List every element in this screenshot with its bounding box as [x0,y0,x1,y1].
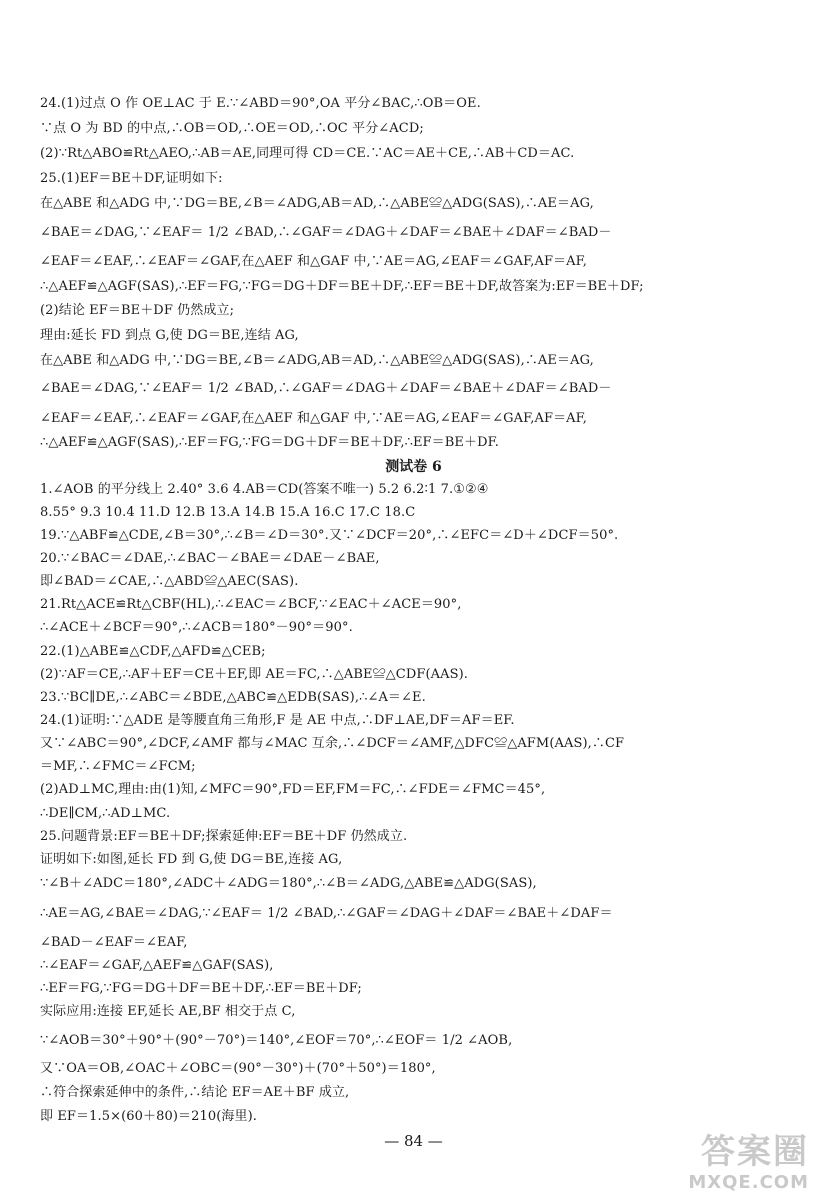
text-line: ∵点 O 为 BD 的中点,∴OB＝OD,∴OE＝OD,∴OC 平分∠ACD; [40,121,424,136]
text-line: ∠BAD－∠EAF＝∠EAF, [40,935,188,950]
text-line: 又∵∠ABC＝90°,∠DCF,∠AMF 都与∠MAC 互余,∴∠DCF＝∠AMF,△DFC≌△AFM(AAS),∴CF [40,736,625,751]
text-line: ∵∠AOB＝30°＋90°＋(90°－70°)＝140°,∠EOF＝70°,∴∠EOF＝ 1/2 ∠AOB, [40,1033,513,1048]
text-line: ＝MF,∴∠FMC＝∠FCM; [40,759,196,774]
text-line: (2)∵Rt△ABO≌Rt△AEO,∴AB＝AE,同理可得 CD＝CE.∵AC＝AE＋CE,∴AB＋CD＝AC. [40,146,575,161]
page-number: — 84 — [384,1132,443,1150]
text-line: (2)结论 EF＝BE＋DF 仍然成立; [40,303,235,318]
text-line: 22.(1)△ABE≌△CDF,△AFD≌△CEB; [40,644,266,659]
text-line: ∠BAE＝∠DAG,∵∠EAF＝ 1/2 ∠BAD,∴∠GAF＝∠DAG＋∠DAF＝∠BAE＋∠DAF＝∠BAD－ [40,225,612,240]
text-line: ∠EAF＝∠EAF,∴∠EAF＝∠GAF,在△AEF 和△GAF 中,∵AE＝AG,∠EAF＝∠GAF,AF＝AF, [40,254,587,269]
text-line: 即∠BAD＝∠CAE,∴△ABD≌△AEC(SAS). [40,574,299,589]
text-line: 又∵OA＝OB,∠OAC＋∠OBC＝(90°－30°)＋(70°＋50°)＝180°, [40,1061,436,1076]
text-line: 1.∠AOB 的平分线上 2.40° 3.6 4.AB＝CD(答案不唯一) 5.2 6.2∶1 7.①②④ [40,482,489,497]
text-line: 24.(1)过点 O 作 OE⊥AC 于 E.∵∠ABD＝90°,OA 平分∠BAC,∴OB＝OE. [40,96,481,111]
text-line: (2)AD⊥MC,理由:由(1)知,∠MFC＝90°,FD＝EF,FM＝FC,∴∠FDE＝∠FMC＝45°, [40,782,546,797]
text-line: 在△ABE 和△ADG 中,∵DG＝BE,∠B＝∠ADG,AB＝AD,∴△ABE≌△ADG(SAS),∴AE＝AG, [40,196,594,211]
text-line: 25.问题背景:EF＝BE＋DF;探索延伸:EF＝BE＋DF 仍然成立. [40,829,408,844]
text-line: 20.∵∠BAC＝∠DAE,∴∠BAC－∠BAE＝∠DAE－∠BAE, [40,551,380,566]
text-line: 实际应用:连接 EF,延长 AE,BF 相交于点 C, [40,1004,296,1019]
text-line: ∵∠B＋∠ADC＝180°,∠ADC＋∠ADG＝180°,∴∠B＝∠ADG,△ABE≌△ADG(SAS), [40,876,537,891]
text-line: 24.(1)证明:∵△ADE 是等腰直角三角形,F 是 AE 中点,∴DF⊥AE,DF＝AF＝EF. [40,713,515,728]
text-line: ∴△AEF≌△AGF(SAS),∴EF＝FG,∵FG＝DG＋DF＝BE＋DF,∴EF＝BE＋DF. [40,435,499,450]
text-line: 8.55° 9.3 10.4 11.D 12.B 13.A 14.B 15.A 16.C 17.C 18.C [40,505,416,520]
text-line: (2)∵AF＝CE,∴AF＋EF＝CE＋EF,即 AE＝FC,∴△ABE≌△CDF(AAS). [40,667,469,682]
text-line: 即 EF＝1.5×(60＋80)＝210(海里). [40,1109,258,1124]
text-line: ∴EF＝FG,∵FG＝DG＋DF＝BE＋DF,∴EF＝BE＋DF; [40,981,362,996]
text-line: ∴△AEF≌△AGF(SAS),∴EF＝FG,∵FG＝DG＋DF＝BE＋DF,∴EF＝BE＋DF,故答案为:EF＝BE＋DF; [40,279,644,294]
text-line: ∠EAF＝∠EAF,∴∠EAF＝∠GAF,在△AEF 和△GAF 中,∵AE＝AG,∠EAF＝∠GAF,AF＝AF, [40,411,587,426]
text-line: ∴符合探索延伸中的条件,∴结论 EF＝AE＋BF 成立, [40,1085,350,1100]
text-line: ∠BAE＝∠DAG,∵∠EAF＝ 1/2 ∠BAD,∴∠GAF＝∠DAG＋∠DAF＝∠BAE＋∠DAF＝∠BAD－ [40,381,612,396]
text-line: 理由:延长 FD 到点 G,使 DG＝BE,连结 AG, [40,328,299,343]
text-line: 21.Rt△ACE≌Rt△CBF(HL),∴∠EAC＝∠BCF,∵∠EAC＋∠ACE＝90°, [40,597,462,612]
text-line: ∴AE＝AG,∠BAE＝∠DAG,∵∠EAF＝ 1/2 ∠BAD,∴∠GAF＝∠DAG＋∠DAF＝∠BAE＋∠DAF＝ [40,906,613,921]
text-line: ∴DE∥CM,∴AD⊥MC. [40,806,171,821]
text-line: ∴∠ACE＋∠BCF＝90°,∴∠ACB＝180°－90°＝90°. [40,620,353,635]
text-line: ∴∠EAF＝∠GAF,△AEF≌△GAF(SAS), [40,958,274,973]
text-line: 在△ABE 和△ADG 中,∵DG＝BE,∠B＝∠ADG,AB＝AD,∴△ABE≌△ADG(SAS),∴AE＝AG, [40,353,594,368]
text-line: 25.(1)EF＝BE＋DF,证明如下: [40,171,223,186]
section-heading: 测试卷 6 [385,459,442,475]
text-line: 19.∵△ABF≌△CDE,∠B＝30°,∴∠B＝∠D＝30°.又∵∠DCF＝20°,∴∠EFC＝∠D＋∠DCF＝50°. [40,528,619,543]
watermark-logo: 答案圈 [701,1132,809,1172]
watermark-url: MXQE.COM [688,1172,809,1193]
text-line: 证明如下:如图,延长 FD 到 G,使 DG＝BE,连接 AG, [40,852,343,867]
text-line: 23.∵BC∥DE,∴∠ABC＝∠BDE,△ABC≌△EDB(SAS),∴∠A＝∠E. [40,690,426,705]
